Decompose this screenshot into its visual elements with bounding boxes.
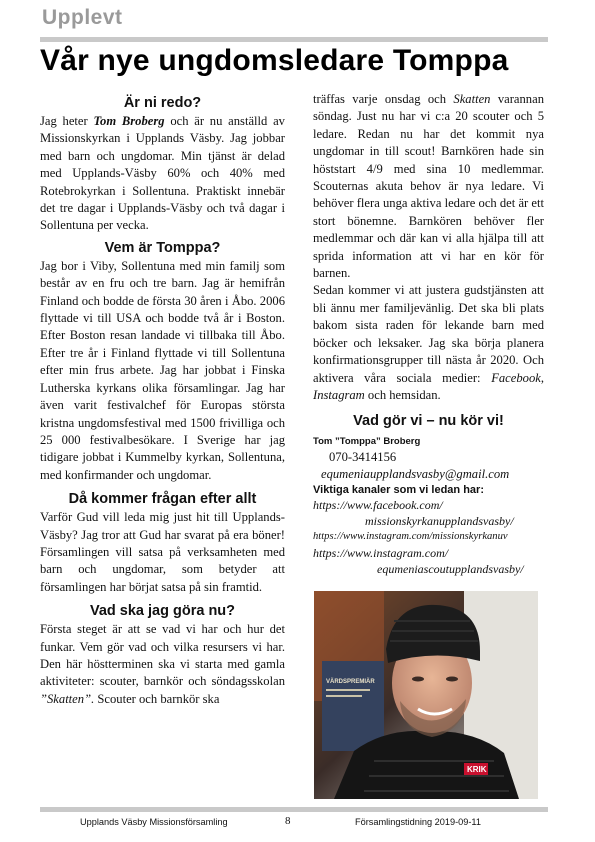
paragraph-bio: Jag bor i Viby, Sollentuna med min familj som består av en fru och tre barn. Jag är hemifrån Finland och bodde de första 30 åren i Åbo. 2006 flyttade vi till USA och bodde två år i Boston. Efter Boston resan landade vi tillbaka till Åbo. Efter tre år i Finland flyttade vi till Sollentuna efter min frus arbete. Jag har jobbat i Finska Lutherska kyrkans olika församlingar. Jag har även varit festivalchef för Europas största kristna ungdomsfestival med 1500 frivilliga och 25 000 festivalbesökare. I Sverige har jag tidigare jobbat i Kummelby kyrkan, Sollentuna, med konfirmander och ungdomar. <box>40 258 285 482</box>
page-number: 8 <box>285 815 291 827</box>
contact-name: Tom ”Tomppa” Broberg <box>313 436 421 448</box>
instagram-link-1[interactable]: https://www.instagram.com/missionskyrkanuv <box>313 531 508 543</box>
paragraph-next-steps: Sedan kommer vi att justera gudstjänsten att bli ännu mer familjevänlig. Det ska bli plats bakom sista raden för lekande barn med böcker och leksaker. Jag ska börja planera konfirmationsgrupper till nästa år 2020. Och aktivera våra sociala medier: Facebook, Instagram och hemsidan. <box>313 283 544 402</box>
heading-vad-gor-vi: Vad gör vi – nu kör vi! <box>353 413 504 430</box>
channels-label: Viktiga kanaler som vi ledan har: <box>313 484 484 497</box>
footer-publication: Församlingstidning 2019-09-11 <box>355 817 481 827</box>
right-column <box>313 91 544 577</box>
footer-organization: Upplands Väsby Missionsförsamling <box>80 817 228 827</box>
instagram-link-2[interactable]: https://www.instagram.com/ <box>313 546 449 561</box>
poster <box>322 661 384 751</box>
portrait-illustration <box>314 591 538 799</box>
section-label: Upplevt <box>42 6 123 29</box>
paragraph-intro: Jag heter Tom Broberg och är nu anställd av Missionskyrkan i Upplands Väsby. Jag jobbar med barn och ungdomar. Min tjänst är delad med Upplands-Väsby 60% och 40% med Rotebrokyrkan i Sollentuna. Praktiskt innebär det tre dagar i Upplands-Väsby och två dagar i Sollentuna per vecka. <box>40 114 285 233</box>
paragraph-activities: träffas varje onsdag och Skatten varannan söndag. Just nu har vi c:a 20 scouter och 5 ledare. Redan nu har det kommit nya ungdomar in till scout! Barnkören hade sin höststart 4/9 med sina 10 medlemmar. Scouternas akuta behov är nya ledare. Vi behöver flera unga aktiva ledare och det är ett stort bönemne. Barnkören behöver fler medlemmar och där kan vi alla hjälpa till att sprida information att vi har en kör för barnen. <box>313 92 544 281</box>
heading-ar-ni-redo: Är ni redo? <box>123 95 202 111</box>
poster-text: VÄRDSPREMIÄR <box>326 679 375 685</box>
instagram-link-2-cont[interactable]: equmeniascoutupplandsvasby/ <box>377 562 524 577</box>
heading-vem-ar-tomppa: Vem är Tomppa? <box>104 239 221 256</box>
contact-email[interactable]: equmeniaupplandsvasby@gmail.com <box>321 467 510 482</box>
left-column <box>40 94 285 708</box>
facebook-link[interactable]: https://www.facebook.com/ <box>313 498 443 513</box>
page-title: Vår nye ungdomsledare Tomppa <box>40 44 509 77</box>
portrait-photo <box>314 591 538 799</box>
facebook-link-cont[interactable]: missionskyrkanupplandsvasby/ <box>365 514 514 529</box>
bottom-rule <box>40 807 548 812</box>
heading-vad-ska-jag-gora: Vad ska jag göra nu? <box>89 603 236 620</box>
paragraph-why: Varför Gud vill leda mig just hit till Upplands-Väsby? Jag tror att Gud har svarat på era böner! Församlingen vill satsa på verksamheten med barn och ungdomar, som betyder att församlingen har börjat satsa på sin framtid. <box>40 510 285 594</box>
paragraph-plan: Första steget är att se vad vi har och hur det funkar. Vem gör vad och vilka resursers vi har. Den här höstterminen ska vi starta med gamla aktiviteter: scouter, barnkör och söndagsskolan ”Skatten”. Scouter och barnkör ska <box>40 622 285 706</box>
contact-phone: 070-3414156 <box>329 450 397 465</box>
author-name: Tom Broberg <box>93 114 165 128</box>
heading-da-kommer-fragan: Då kommer frågan efter allt <box>68 491 257 508</box>
svg-text:KRIK: KRIK <box>467 765 487 774</box>
top-rule <box>40 37 548 42</box>
